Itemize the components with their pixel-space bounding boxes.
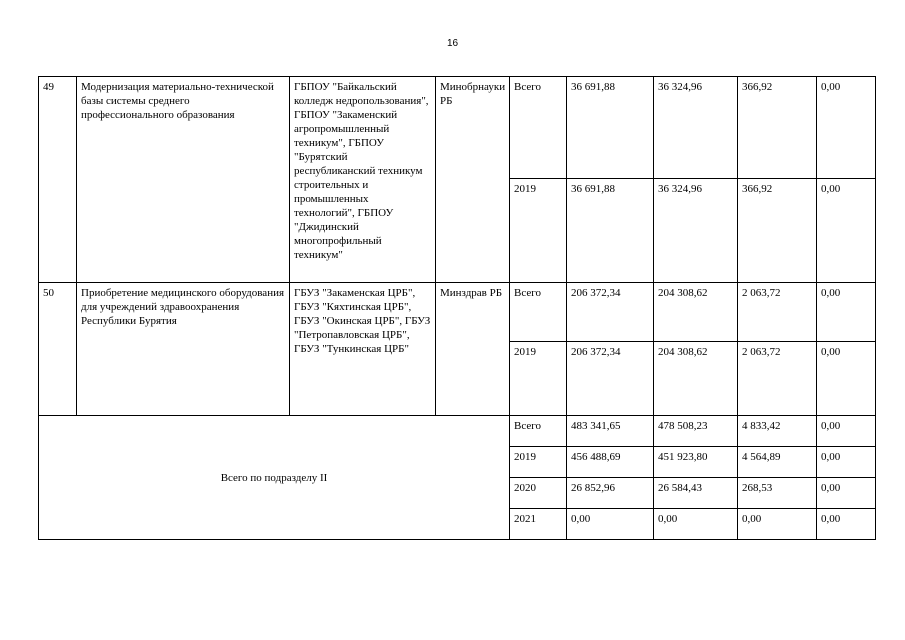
table-row	[39, 77, 876, 179]
amount-total: 206 372,34	[567, 342, 654, 416]
period: Всего	[510, 77, 567, 179]
measure-name: Приобретение медицинского оборудования для учреждений здравоохранения Республики Бурятия	[77, 283, 290, 416]
amount-other: 0,00	[817, 447, 876, 478]
period: Всего	[510, 416, 567, 447]
page-number: 16	[446, 38, 459, 49]
budget-table	[38, 76, 876, 540]
period: 2021	[510, 509, 567, 540]
responsible-ministry: Минобрнауки РБ	[436, 77, 510, 283]
amount-regional: 2 063,72	[738, 342, 817, 416]
amount-total: 36 691,88	[567, 77, 654, 179]
amount-total: 483 341,65	[567, 416, 654, 447]
amount-other: 0,00	[817, 77, 876, 179]
subtotal-row	[39, 416, 876, 447]
amount-total: 26 852,96	[567, 478, 654, 509]
executors: ГБУЗ "Закаменская ЦРБ", ГБУЗ "Кяхтинская ЦРБ", ГБУЗ "Окинская ЦРБ", ГБУЗ "Петропавловская ЦРБ", ГБУЗ "Тункинская ЦРБ"	[290, 283, 436, 416]
amount-regional: 4 564,89	[738, 447, 817, 478]
amount-other: 0,00	[817, 283, 876, 342]
amount-federal: 26 584,43	[654, 478, 738, 509]
period: 2019	[510, 179, 567, 283]
amount-federal: 478 508,23	[654, 416, 738, 447]
table-row	[39, 283, 876, 342]
amount-regional: 2 063,72	[738, 283, 817, 342]
measure-name: Модернизация материально-технической базы системы среднего профессионального образования	[77, 77, 290, 283]
amount-federal: 0,00	[654, 509, 738, 540]
amount-federal: 36 324,96	[654, 77, 738, 179]
amount-total: 0,00	[567, 509, 654, 540]
amount-regional: 268,53	[738, 478, 817, 509]
period: 2019	[510, 342, 567, 416]
amount-other: 0,00	[817, 509, 876, 540]
amount-regional: 366,92	[738, 77, 817, 179]
period: 2020	[510, 478, 567, 509]
subtotal-label: Всего по подразделу II	[39, 416, 510, 540]
amount-regional: 0,00	[738, 509, 817, 540]
row-number: 49	[39, 77, 77, 283]
amount-regional: 366,92	[738, 179, 817, 283]
amount-total: 36 691,88	[567, 179, 654, 283]
amount-total: 206 372,34	[567, 283, 654, 342]
responsible-ministry: Минздрав РБ	[436, 283, 510, 416]
row-number: 50	[39, 283, 77, 416]
amount-total: 456 488,69	[567, 447, 654, 478]
amount-regional: 4 833,42	[738, 416, 817, 447]
amount-federal: 204 308,62	[654, 342, 738, 416]
amount-other: 0,00	[817, 416, 876, 447]
amount-federal: 36 324,96	[654, 179, 738, 283]
amount-other: 0,00	[817, 342, 876, 416]
period: 2019	[510, 447, 567, 478]
amount-federal: 204 308,62	[654, 283, 738, 342]
amount-other: 0,00	[817, 179, 876, 283]
period: Всего	[510, 283, 567, 342]
executors: ГБПОУ "Байкальский колледж недропользования", ГБПОУ "Закаменский агропромышленный техникум", ГБПОУ "Бурятский республиканский техникум строительных и промышленных технологий", ГБПОУ "Джидинский многопрофильный техникум"	[290, 77, 436, 283]
amount-other: 0,00	[817, 478, 876, 509]
amount-federal: 451 923,80	[654, 447, 738, 478]
